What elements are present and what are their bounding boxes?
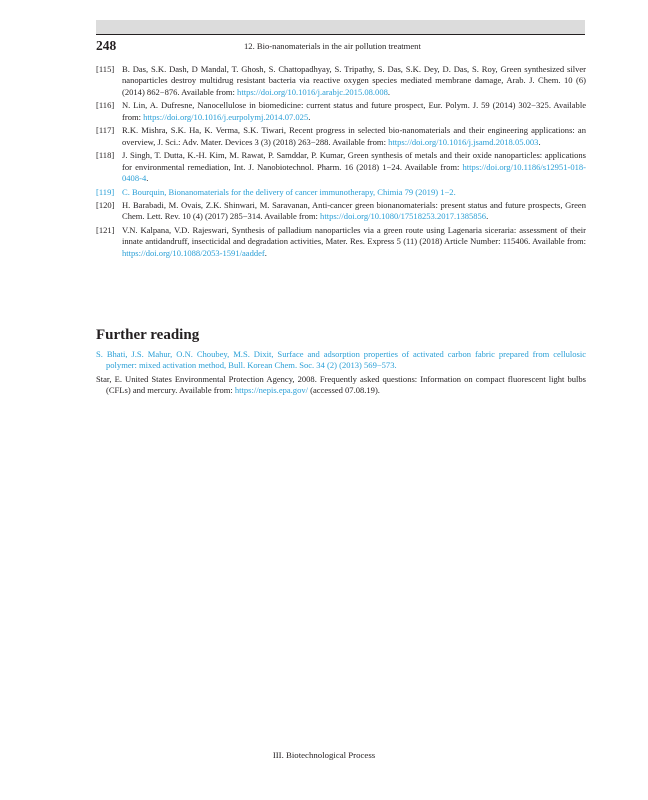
reference-text[interactable]: C. Bourquin, Bionanomaterials for the delivery of cancer immunotherapy, Chimia 79 (2019) 1−2. <box>122 186 456 197</box>
reference-text: J. Singh, T. Dutta, K.-H. Kim, M. Rawat, P. Samddar, P. Kumar, Green synthesis of metals and their oxide nanoparticles: applications for environmental remediation, Int. J. Nanobiotechnol. Pharm. 16 (2018) 1−24. Available from: <box>122 150 586 172</box>
reference-text[interactable]: S. Bhati, J.S. Mahur, O.N. Choubey, M.S. Dixit, Surface and adsorption properties of activated carbon fabric prepared from cellulosic polymer: mixed activation method, Bull. Korean Chem. Soc. 34 (2) (2013) 569−573. <box>96 349 586 371</box>
header-rule <box>96 34 585 35</box>
doi-link[interactable]: https://doi.org/10.1088/2053-1591/aaddef <box>122 247 265 258</box>
reference-115: [115] B. Das, S.K. Dash, D Mandal, T. Ghosh, S. Chattopadhyay, S. Tripathy, S. Das, S.K. Dey, D. Das, S. Roy, Green synthesized silver nanoparticles destroy multidrug resistant bacteria via reactive oxygen species mediated membrane damage, Arab. J. Chem. 10 (6) (2014) 862−876. Available from: https://doi.org/10.1016/j.arabjc.2015.08.008. <box>96 64 586 97</box>
reference-number: [118] <box>96 150 115 161</box>
reference-116: [116] N. Lin, A. Dufresne, Nanocellulose in biomedicine: current status and future prospect, Eur. Polym. J. 59 (2014) 302−325. Available from: https://doi.org/10.1016/j.eurpolymj.2014.07.025. <box>96 100 586 122</box>
reference-text: V.N. Kalpana, V.D. Rajeswari, Synthesis of palladium nanoparticles via a green route using Lagenaria siceraria: assessment of their innate antidandruff, insecticidal and degradation activities, Mater. Res. Express 5 (11) (2018) Article Number: 115406. Available from: <box>122 224 586 247</box>
reference-119[interactable] <box>96 187 586 198</box>
doi-link[interactable]: https://doi.org/10.1186/s12951-018-0408-4 <box>122 161 586 184</box>
header-bar <box>96 20 585 34</box>
reference-120: [120] H. Barabadi, M. Ovais, Z.K. Shinwari, M. Saravanan, Anti-cancer green bionanomaterials: present status and future prospects, Green Chem. Lett. Rev. 10 (4) (2017) 285−314. Available from: https://doi.org/10.1080/17518253.2017.1385856. <box>96 199 586 222</box>
further-reading-item-star: Star, E. United States Environmental Protection Agency, 2008. Frequently asked questions: Information on compact fluorescent light bulbs (CFLs) and mercury. Available from: https://nepis.epa.gov/ (accessed 07.08.19). <box>96 373 586 396</box>
reference-117: [117] R.K. Mishra, S.K. Ha, K. Verma, S.K. Tiwari, Recent progress in selected bio-nanomaterials and their engineering applications: an overview, J. Sci.: Adv. Mater. Devices 3 (3) (2018) 263−288. Available from: https://doi.org/10.1016/j.jsamd.2018.05.003. <box>96 125 586 147</box>
reference-list <box>96 64 586 261</box>
reference-text: H. Barabadi, M. Ovais, Z.K. Shinwari, M. Saravanan, Anti-cancer green bionanomaterials: present status and future prospects, Green Chem. Lett. Rev. 10 (4) (2017) 285−314. Available from: <box>122 199 586 222</box>
reference-number: [116] <box>96 100 115 111</box>
reference-number: [119] <box>96 186 115 197</box>
reference-text: N. Lin, A. Dufresne, Nanocellulose in biomedicine: current status and future prospect, Eur. Polym. J. 59 (2014) 302−325. Available from: <box>122 100 586 122</box>
doi-link[interactable]: https://doi.org/10.1016/j.eurpolymj.2014.07.025 <box>143 111 309 122</box>
reference-121: [121] V.N. Kalpana, V.D. Rajeswari, Synthesis of palladium nanoparticles via a green route using Lagenaria siceraria: assessment of their innate antidandruff, insecticidal and degradation activities, Mater. Res. Express 5 (11) (2018) Article Number: 115406. Available from: https://doi.org/10.1088/2053-1591/aaddef. <box>96 224 586 258</box>
further-reading-item-bhati[interactable] <box>96 349 586 372</box>
reference-text: B. Das, S.K. Dash, D Mandal, T. Ghosh, S. Chattopadhyay, S. Tripathy, S. Das, S.K. Dey, D. Das, S. Roy, Green synthesized silver nanoparticles destroy multidrug resistant bacteria via reactive oxygen species mediated membrane damage, Arab. J. Chem. 10 (6) (2014) 862−876. Available from: <box>122 64 586 97</box>
reference-118: [118] J. Singh, T. Dutta, K.-H. Kim, M. Rawat, P. Samddar, P. Kumar, Green synthesis of metals and their oxide nanoparticles: applications for environmental remediation, Int. J. Nanobiotechnol. Pharm. 16 (2018) 1−24. Available from: https://doi.org/10.1186/s12951-018-0408-4. <box>96 150 586 184</box>
doi-link[interactable]: https://doi.org/10.1016/j.arabjc.2015.08.008 <box>237 86 388 97</box>
reference-number: [121] <box>96 224 115 235</box>
section-footer: III. Biotechnological Process <box>272 750 376 760</box>
further-reading-list <box>96 349 586 399</box>
doi-link[interactable]: https://doi.org/10.1080/17518253.2017.1385856 <box>320 211 487 222</box>
reference-number: [117] <box>96 125 115 136</box>
page-number: 248 <box>96 38 117 53</box>
reference-number: [115] <box>96 64 115 74</box>
doi-link[interactable]: https://doi.org/10.1016/j.jsamd.2018.05.003 <box>388 136 539 147</box>
running-head: 12. Bio-nanomaterials in the air pollution treatment <box>244 41 421 51</box>
reference-text: R.K. Mishra, S.K. Ha, K. Verma, S.K. Tiwari, Recent progress in selected bio-nanomaterials and their engineering applications: an overview, J. Sci.: Adv. Mater. Devices 3 (3) (2018) 263−288. Available from: <box>122 125 586 147</box>
reference-number: [120] <box>96 199 115 210</box>
further-reading-heading: Further reading <box>96 327 200 343</box>
epa-link[interactable]: https://nepis.epa.gov/ <box>234 385 309 396</box>
reference-text: Star, E. United States Environmental Protection Agency, 2008. Frequently asked questions: Information on compact fluorescent light bulbs (CFLs) and mercury. Available from: <box>96 373 586 396</box>
